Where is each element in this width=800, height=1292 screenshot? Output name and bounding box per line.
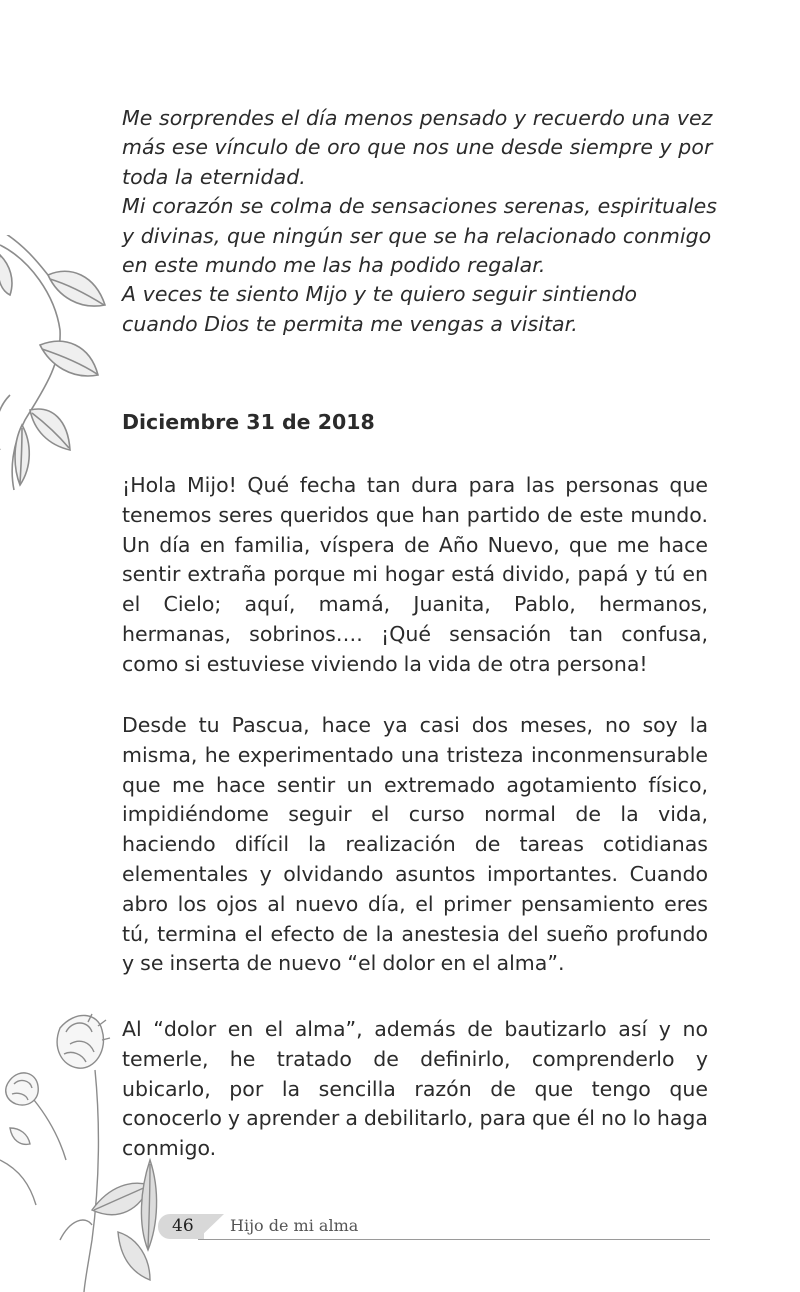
poem-line: A veces te siento Mijo y te quiero seguir sintiendo (122, 282, 638, 307)
poem-block (122, 104, 717, 339)
running-book-title: Hijo de mi alma (230, 1216, 359, 1235)
poem-line: toda la eternidad. (122, 164, 306, 189)
body-paragraph: Al “dolor en el alma”, además de bautizarlo así y no temerle, he tratado de definirlo, comprenderlo y ubicarlo, por la sencilla razón de que tengo que conocerlo y aprender a debilitarlo, para que él no lo haga conmigo. (122, 1017, 708, 1161)
poem-line: y divinas, que ningún ser que se ha relacionado conmigo (122, 223, 712, 248)
body-paragraph: Desde tu Pascua, hace ya casi dos meses, no soy la misma, he experimentado una tristeza inconmensurable que me hace sentir un extremado agotamiento físico, impidiéndome seguir el curso normal de la vida, haciendo difícil la realización de tareas cotidianas elementales y olvidando asuntos importantes. Cuando abro los ojos al nuevo día, el primer pensamiento eres tú, termina el efecto de la anestesia del sueño profundo y se inserta de nuevo “el dolor en el alma”. (122, 713, 708, 976)
page-tab-notch (198, 1214, 224, 1239)
entry-date-heading: Diciembre 31 de 2018 (122, 410, 375, 434)
page-footer (158, 1214, 710, 1242)
poem-line: más ese vínculo de oro que nos une desde siempre y por (122, 135, 713, 160)
footer-rule (198, 1239, 710, 1240)
body-paragraph: ¡Hola Mijo! Qué fecha tan dura para las personas que tenemos seres queridos que han partido de este mundo. Un día en familia, víspera de Año Nuevo, que me hace sentir extraña porque mi hogar está divido, papá y tú en el Cielo; aquí, mamá, Juanita, Pablo, hermanos, hermanas, sobrinos…. ¡Qué sensación tan confusa, como si estuviese viviendo la vida de otra persona! (122, 473, 708, 676)
leaf-branch-ornament (0, 235, 110, 495)
poem-line: Me sorprendes el día menos pensado y recuerdo una vez (122, 106, 713, 130)
poem-line: cuando Dios te permita me vengas a visitar. (122, 311, 578, 336)
poem-line: Mi corazón se colma de sensaciones serenas, espirituales (122, 194, 717, 219)
poem-line: en este mundo me las ha podido regalar. (122, 253, 546, 278)
page-number: 46 (172, 1216, 194, 1236)
